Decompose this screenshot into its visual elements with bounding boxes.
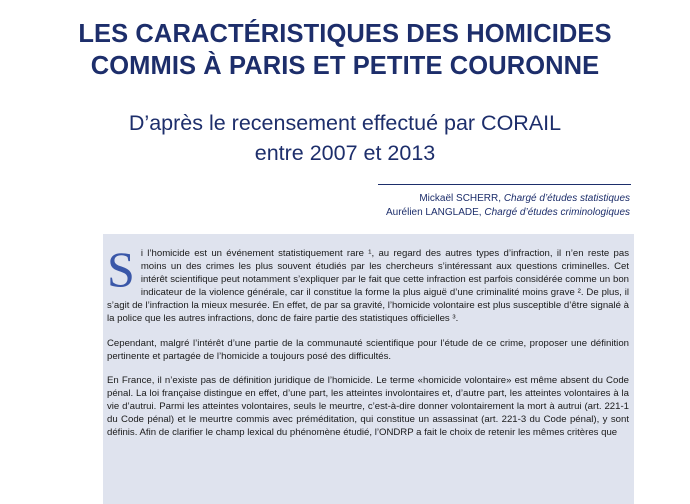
author-divider	[378, 184, 631, 185]
document-title	[0, 18, 690, 82]
paragraph	[107, 241, 629, 326]
document-subtitle	[0, 108, 690, 168]
author-line	[386, 192, 630, 206]
author-role: Chargé d’études criminologiques	[484, 207, 630, 218]
subtitle-line: entre 2007 et 2013	[254, 141, 436, 165]
title-line: LES CARACTÉRISTIQUES DES HOMICIDES	[78, 20, 612, 48]
author-name: Aurélien LANGLADE,	[385, 207, 485, 218]
author-name: Mickaël SCHERR,	[419, 193, 504, 204]
paragraph: En France, il n’existe pas de définition juridique de l’homicide. Le terme «homicide volontaire» est même absent du Code pénal. La loi française distingue en effet, d’une part, les atteintes involontaires et, d’autre part, les atteintes volontaires à la vie d’autrui. Parmi les atteintes volontaires, seuls le meurtre, c’est-à-dire donner volontairement la mort à autrui (art. 221-1 du Code pénal) et le meurtre commis avec préméditation, qui constitue un assassinat (art. 221-3 du Code pénal), y sont définis. Afin de clarifier le champ lexical du phénomène étudié, l’ONDRP a fait le choix de retenir les mêmes critères que	[107, 374, 629, 439]
drop-cap: S	[107, 241, 135, 297]
author-block	[386, 192, 630, 220]
author-line	[386, 206, 630, 220]
author-role: Chargé d’études statistiques	[503, 193, 630, 204]
paragraph-text: i l’homicide est un événement statistiquement rare ¹, au regard des autres types d’infraction, il n’en reste pas moins un des crimes les plus souvent étudiés par les chercheurs s’intéressant aux questions criminelles. Cet intérêt scientifique peut notamment s’expliquer par le fait que cette infraction est parfois considérée comme un bon indicateur de la violence générale, car il constitue la forme la plus aiguë d’une criminalité moins grave ². De plus, il s’agit de l’infraction la mieux mesurée. En effet, de par sa gravité, l’homicide volontaire est plus susceptible d’être signalé à la police que les autres infractions, donc de faire partie des statistiques officielles ³.	[107, 248, 629, 325]
paragraph: Cependant, malgré l’intérêt d’une partie de la communauté scientifique pour l’étude de ce crime, proposer une définition pertinente et partagée de l’homicide a toujours posé des difficultés.	[107, 337, 629, 362]
intro-text	[107, 241, 629, 450]
subtitle-line: D’après le recensement effectué par CORAIL	[128, 111, 562, 135]
title-line: COMMIS À PARIS ET PETITE COURONNE	[90, 52, 600, 80]
